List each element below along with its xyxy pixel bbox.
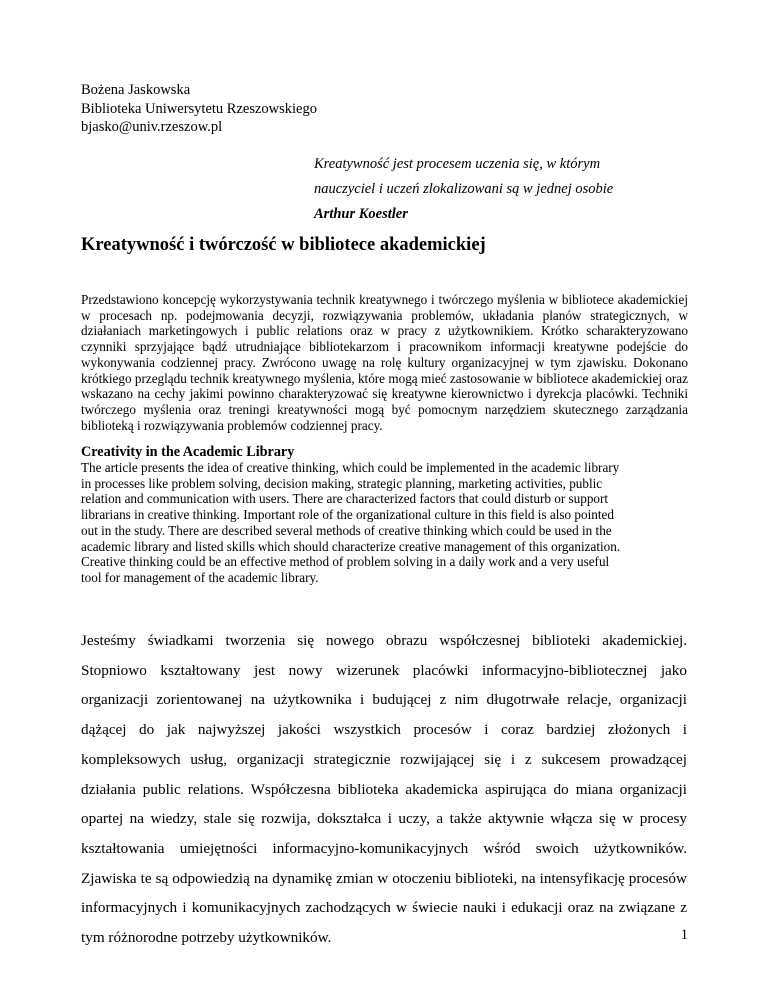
motto-line-2: nauczyciel i uczeń zlokalizowani są w jednej osobie [314,181,614,197]
abstract-english-line: Creative thinking could be an effective method of problem solving in a daily work and a very useful [81,554,610,570]
abstract-english-line: academic library and listed skills which should characterize creative management of this organization. [81,538,621,554]
author-name: Bożena Jaskowska [81,82,191,98]
abstract-english-line: tool for management of the academic library. [81,569,319,585]
english-abstract-heading: Creativity in the Academic Library [81,444,295,460]
abstract-english-line: relation and communication with users. There are characterized factors that could disturb or support [81,491,609,507]
abstract-english-line: in processes like problem solving, decision making, strategic planning, marketing activities, public [81,475,603,491]
motto-line-1: Kreatywność jest procesem uczenia się, w którym [314,156,601,172]
author-block [81,81,317,137]
motto-attribution: Arthur Koestler [314,206,408,222]
motto-block [314,152,714,227]
page-number: 1 [680,927,688,943]
paper-title: Kreatywność i twórczość w bibliotece akademickiej [81,235,486,255]
body-paragraph: Jesteśmy świadkami tworzenia się nowego obrazu współczesnej biblioteki akademickiej. Stopniowo kształtowany jest nowy wizerunek placówki informacyjno-bibliotecznej jako organizacji zorientowanej na użytkownika i budującej z nim długotrwałe relacje, organizacji dążącej do jak najwyższej jakości wszystkich procesów i coraz bardziej złożonych i kompleksowych usług, organizacji strategicznie rozwijającej się i z sukcesem prowadzącej działania public relations. Współczesna biblioteka akademicka aspirująca do miana organizacji opartej na wiedzy, stale się rozwija, dokształca i uczy, a także aktywnie włącza się w procesy kształtowania umiejętności informacyjno-komunikacyjnych wśród swoich użytkowników. Zjawiska te są odpowiedzią na dynamikę zmian w otoczeniu biblioteki, na intensyfikację procesów informacyjnych i komunikacyjnych zachodzących w świecie nauki i edukacji oraz na związane z tym różnorodne potrzeby użytkowników. [81,632,687,947]
abstract-polish: Przedstawiono koncepcję wykorzystywania technik kreatywnego i twórczego myślenia w bibliotece akademickiej w procesach np. podejmowania decyzji, rozwiązywania problemów, układania planów strategicznych, w działaniach marketingowych i public relations oraz w pracy z użytkownikiem. Krótko scharakteryzowano czynniki sprzyjające bądź utrudniające bibliotekarzom i pracownikom informacji kreatywne podejście do wykonywania codziennej pracy. Zwrócono uwagę na rolę kultury organizacyjnej w tym zjawisku. Dokonano krótkiego przeglądu technik kreatywnego myślenia, które mogą mieć zastosowanie w bibliotece akademickiej oraz wskazano na cechy jakimi powinno charakteryzować się kreatywne kierownictwo i dyrekcja placówki. Techniki twórczego myślenia oraz treningi kreatywności mogą być pomocnym narzędziem skutecznego zarządzania biblioteką i rozwiązywania problemów codziennej pracy. [81,292,688,433]
author-affiliation: Biblioteka Uniwersytetu Rzeszowskiego [81,100,317,117]
abstract-english-line: out in the study. There are described several methods of creative thinking which could be used in the [81,522,612,538]
abstract-english-line: librarians in creative thinking. Important role of the organizational culture in this field is also pointed [81,507,614,523]
abstract-english [81,460,681,586]
abstract-english-line: The article presents the idea of creative thinking, which could be implemented in the academic library [81,460,620,475]
author-email: bjasko@univ.rzeszow.pl [81,119,223,135]
